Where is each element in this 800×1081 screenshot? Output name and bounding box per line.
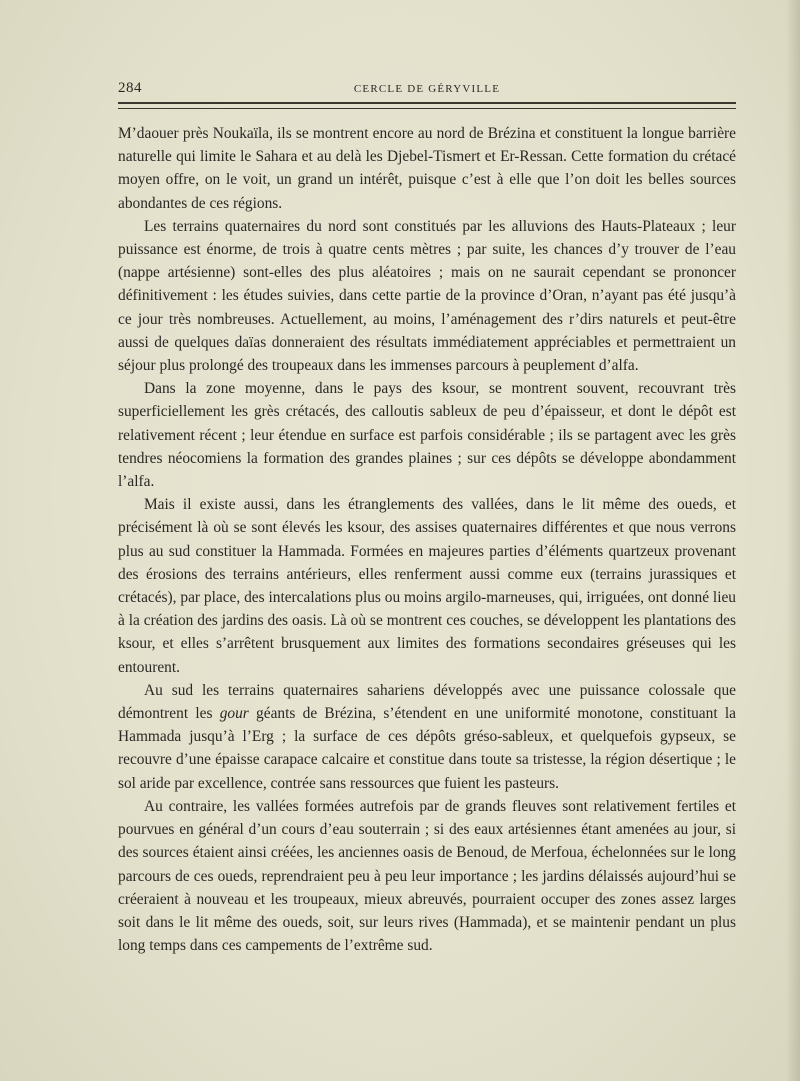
paragraph-5-before: Au sud les terrains quaternaires sahariens développés avec une puissance colossale que démontrent les <box>118 681 736 723</box>
header-rule-thick <box>118 102 736 104</box>
paragraph-5 <box>118 679 736 795</box>
header-rule-thin <box>118 108 736 109</box>
paragraph-6: Au contraire, les vallées formées autrefois par de grands fleuves sont relativement fertiles et pourvues en général d’un cours d’eau souterrain ; si des eaux artésiennes étant amenées au jour, si des sources étaient ainsi créées, les anciennes oasis de Benoud, de Merfoua, échelonnées sur le long parcours de ces oueds, reprendraient peu à peu leur importance ; les jardins délaissés aujourd’hui se créeraient à nouveau et les troupeaux, mieux abreuvés, pourraient occuper des zones assez larges soit dans le lit même des oueds, soit, sur leurs rives (Hammada), et se maintenir pendant un plus long temps dans ces campements de l’extrême sud. <box>118 797 736 955</box>
paragraph-2: Les terrains quaternaires du nord sont constitués par les alluvions des Hauts-Plateaux ; leur puissance est énorme, de trois à quatre cents mètres ; par suite, les chances d’y trouver de l’eau (nappe artésienne) sont-elles des plus aléatoires ; mais on ne saurait cependant se prononcer définitivement : les études suivies, dans cette partie de la province d’Oran, n’ayant pas été jusqu’à ce jour très nombreuses. Actuellement, au moins, l’aménagement des r’dirs naturels et peut-être aussi de quelques daïas donneraient des résultats immédiatement appréciables et permettraient un séjour plus prolongé des troupeaux dans les immenses parcours à peuplement d’alfa. <box>118 217 736 375</box>
paragraph-3: Dans la zone moyenne, dans le pays des ksour, se montrent souvent, recouvrant très superficiellement les grès crétacés, des calloutis sableux de peu d’épaisseur, et dont le dépôt est relativement récent ; leur étendue en surface est parfois considérable ; ils se partagent avec les grès tendres néocomiens la formation des grandes plaines ; sur ces dépôts se développe abondamment l’alfa. <box>118 380 736 491</box>
running-title: CERCLE DE GÉRYVILLE <box>353 83 501 95</box>
paragraph-5-italic-term: gour <box>219 705 249 723</box>
paragraph-4: Mais il existe aussi, dans les étranglements des vallées, dans le lit même des oueds, et précisément là où se sont élevés les ksour, des assises quaternaires différentes et que nous verrons plus au sud constituer la Hammada. Formées en majeures parties d’éléments quartzeux provenant des érosions des terrains antérieurs, elles renferment aussi comme eux (terrains jurassiques et crétacés), par place, des intercalations plus ou moins argilo-marneuses, qui, irriguées, ont donné lieu à la création des jardins des oasis. Là où se montrent ces couches, se développent les plantations des ksour, et elles s’arrêtent brusquement aux limites des formations secondaires gréseuses qui les entourent. <box>118 496 736 676</box>
paragraph-5-after: géants de Brézina, s’étendent en une uniformité monotone, constituant la Hammada jusqu’à l’Erg ; la surface de ces dépôts gréso-sableux, et quelquefois gypseux, se recouvre d’une épaisse carapace calcaire et constitue dans toute sa tristesse, la région désertique ; le sol aride par excellence, contrée sans ressources que fuient les pasteurs. <box>118 705 736 792</box>
paragraph-1: M’daouer près Noukaïla, ils se montrent encore au nord de Brézina et constituent la longue barrière naturelle qui limite le Sahara et au delà les Djebel-Tismert et Er-Ressan. Cette formation du crétacé moyen offre, on le voit, un grand un intérêt, puisque c’est à elle que l’on doit les belles sources abondantes de ces régions. <box>118 125 736 212</box>
body-text <box>118 122 736 957</box>
page-header <box>118 80 736 100</box>
page-number: 284 <box>118 80 142 96</box>
page-edge-shadow <box>786 0 800 1081</box>
